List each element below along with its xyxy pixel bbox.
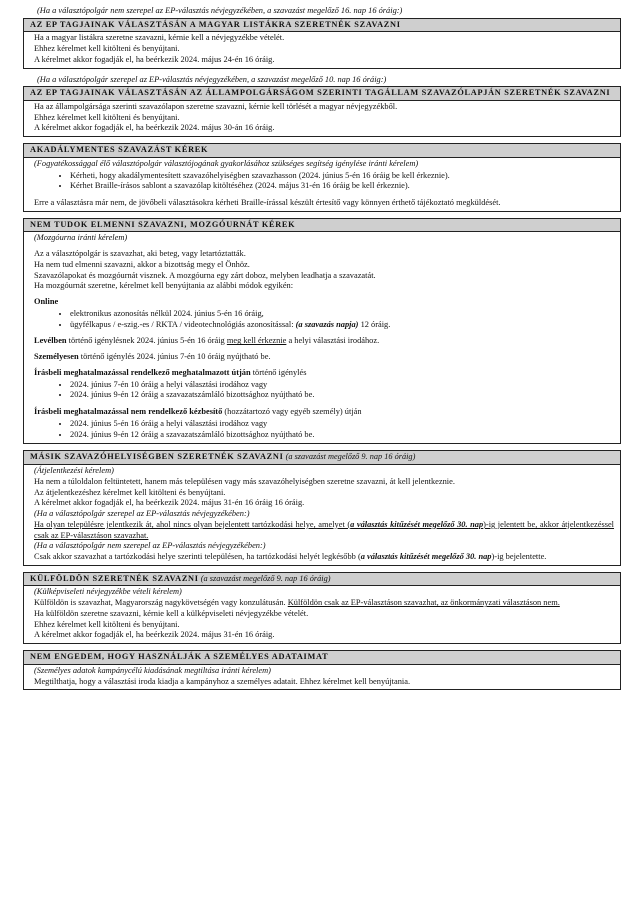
section-6-line: Ehhez kérelmet kell kitölteni és benyújtani. [34, 619, 180, 629]
section-4-line: Szavazólapokat és mozgóurnát visznek. A mozgóurna egy zárt doboz, melyben leadhatja a szavazatát. [34, 270, 376, 280]
online-item: • elektronikus azonosítás nélkül 2024. június 5-én 16 óráig, [70, 309, 614, 320]
section-5-subtitle: (Átjelentkezési kérelem) [34, 466, 114, 476]
section-1-line: Ha a magyar listákra szeretne szavazni, kérnie kell a névjegyzékbe vételét. [34, 33, 285, 43]
section-3-note: Erre a választásra már nem, de jövőbeli választásokra kérheti Braille-írással készült értesítő vagy könnyen érthető tájékoztató megküldését. [34, 198, 501, 208]
courier-item: • 2024. június 5-én 16 óráig a helyi választási irodához vagy [70, 419, 614, 430]
section-6-box [23, 572, 621, 644]
section-2-line: Ehhez kérelmet kell kitölteni és benyújtani. [34, 112, 180, 122]
online-item: • ügyfélkapus / e-szig.-es / RKTA / videotechnológiás azonosítással: (a szavazás napja) 12 óráig. [70, 320, 614, 331]
section-4-line: Ha mozgóurnát szeretne, kérelmet kell benyújtania az alábbi módok egyikén: [34, 281, 294, 291]
section-5-condition-1: (Ha a választópolgár szerepel az EP-választás névjegyzékében:) [34, 509, 250, 519]
section-6-subtitle: (Külképviseleti névjegyzékbe vételi kérelem) [34, 587, 182, 597]
section-3-subtitle: (Fogyatékossággal élő választópolgár választójogának gyakorlásához szükséges segítség igénylése iránti kérelem) [34, 158, 419, 168]
section-2-condition: (Ha a választópolgár szerepel az EP-választás névjegyzékében, a szavazást megelőző 10. nap 16 óráig:) [37, 74, 387, 84]
section-3-bullet: • Kérheti, hogy akadálymentesített szavazóhelyiségben szavazhasson (2024. június 5-én 16 óráig be kell érkeznie). [70, 171, 614, 182]
proxy-item: • 2024. június 7-én 10 óráig a helyi választási irodához vagy [70, 380, 614, 391]
section-1-condition: (Ha a választópolgár nem szerepel az EP-választás névjegyzékében, a szavazást megelőző 16. nap 16 óráig:) [37, 6, 403, 15]
courier-paragraph: Írásbeli meghatalmazással nem rendelkező kézbesítő (hozzátartozó vagy egyéb személy) útján [34, 407, 362, 417]
section-5-line: A kérelmet akkor fogadják el, ha beérkezik 2024. május 31-én 16 óráig 16 óráig. [34, 498, 305, 508]
section-4-line: Ha nem tud elmenni szavazni, akkor a bizottság megy el Önhöz. [34, 259, 250, 269]
section-5-condition-2: (Ha a választópolgár nem szerepel az EP-választás névjegyzékében:) [34, 541, 266, 551]
section-7-box [23, 650, 621, 690]
section-1-line: A kérelmet akkor fogadják el, ha beérkezik 2024. május 24-én 16 óráig. [34, 54, 275, 64]
section-7-subtitle: (Személyes adatok kampánycélú kiadásának megtiltása iránti kérelem) [34, 665, 271, 675]
proxy-paragraph: Írásbeli meghatalmazással rendelkező meghatalmazott útján történő igénylés [34, 367, 307, 377]
section-1-title: AZ EP TAGJAINAK VÁLASZTÁSÁN A MAGYAR LISTÁKRA SZERETNÉK SZAVAZNI [24, 19, 620, 33]
section-6-line: A kérelmet akkor fogadják el, ha beérkezik 2024. május 31-én 16 óráig. [34, 630, 275, 640]
letter-paragraph: Levélben történő igénylésnek 2024. június 5-én 16 óráig meg kell érkeznie a helyi választási irodához. [34, 336, 380, 346]
section-5-box [23, 450, 621, 565]
section-4-title: NEM TUDOK ELMENNI SZAVAZNI, MOZGÓURNÁT KÉREK [24, 219, 620, 233]
courier-item: • 2024. június 9-én 12 óráig a szavazatszámláló bizottsághoz nyújtható be. [70, 430, 614, 441]
section-5-line: Az átjelentkezéshez kérelmet kell kitölteni és benyújtani. [34, 487, 226, 497]
section-5-rule-1: Ha olyan településre jelentkezik át, ahol nincs olyan bejelentett tartózkodási helye, amelyet (a választás kitűzését megelőző 30. nap)-ig jelentett be, akkor átjelentkezéssel csak az EP-választáson szavazhat. [34, 519, 615, 540]
proxy-item: • 2024. június 9-én 12 óráig a szavazatszámláló bizottsághoz nyújtható be. [70, 390, 614, 401]
section-7-text: Megtilthatja, hogy a választási iroda kiadja a kampányhoz a személyes adatait. Ehhez kérelmet kell benyújtania. [34, 676, 411, 686]
section-2-title: AZ EP TAGJAINAK VÁLASZTÁSÁN AZ ÁLLAMPOLGÁRSÁGOM SZERINTI TAGÁLLAM SZAVAZÓLAPJÁN SZERETNÉK SZAVAZNI [24, 87, 620, 101]
section-6-title: KÜLFÖLDÖN SZERETNÉK SZAVAZNI (a szavazást megelőző 9. nap 16 óráig) [24, 573, 620, 587]
section-4-subtitle: (Mozgóurna iránti kérelem) [34, 233, 128, 243]
section-3-title: AKADÁLYMENTES SZAVAZÁST KÉREK [24, 144, 620, 158]
section-2-box [23, 86, 621, 137]
section-5-line: Ha nem a túloldalon feltüntetett, hanem más településen vagy más szavazóhelyiségben szeretne szavazni, át kell jelentkeznie. [34, 476, 455, 486]
section-6-line: Ha külföldön szeretne szavazni, kérnie kell a külképviseleti névjegyzékbe vételét. [34, 608, 309, 618]
section-4-box [23, 218, 621, 445]
section-2-line: A kérelmet akkor fogadják el, ha beérkezik 2024. május 30-án 16 óráig. [34, 123, 275, 133]
section-6-intro: Külföldön is szavazhat, Magyarország nagykövetségén vagy konzulátusán. Külföldön csak az EP-választáson szavazhat, az önkormányzati választáson nem. [34, 598, 560, 608]
document-page [23, 6, 621, 696]
section-2-line: Ha az állampolgársága szerinti szavazólapon szeretne szavazni, kérnie kell törlését a magyar névjegyzékből. [34, 101, 398, 111]
section-3-box [23, 143, 621, 212]
section-4-line: Az a választópolgár is szavazhat, aki beteg, vagy letartóztatták. [34, 249, 246, 259]
section-1-box [23, 18, 621, 69]
in-person-paragraph: Személyesen történő igénylés 2024. június 7-én 10 óráig nyújtható be. [34, 352, 271, 362]
section-5-rule-2: Csak akkor szavazhat a tartózkodási helye szerinti településen, ha tartózkodási helyét legkésőbb (a választás kitűzését megelőző 30. nap)-ig bejelentette. [34, 552, 547, 562]
section-5-title: MÁSIK SZAVAZÓHELYISÉGBEN SZERETNÉK SZAVAZNI (a szavazást megelőző 9. nap 16 óráig) [24, 451, 620, 465]
section-7-title: NEM ENGEDEM, HOGY HASZNÁLJÁK A SZEMÉLYES ADATAIMAT [24, 651, 620, 665]
online-label: Online [34, 297, 59, 307]
section-1-line: Ehhez kérelmet kell kitölteni és benyújtani. [34, 44, 180, 54]
section-3-bullet: • Kérhet Braille-írásos sablont a szavazólap kitöltéséhez (2024. május 31-én 16 óráig be kell érkeznie). [70, 181, 614, 192]
